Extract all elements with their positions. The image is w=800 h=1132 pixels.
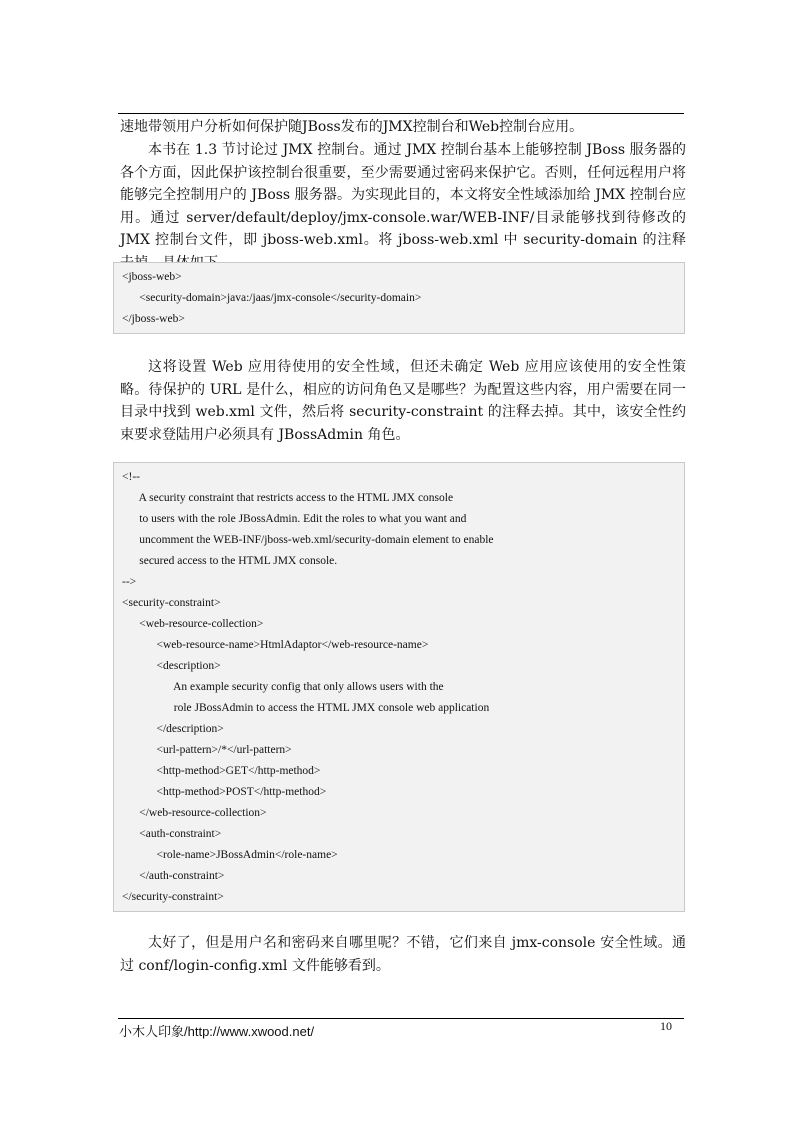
- paragraph-login-config: 太好了，但是用户名和密码来自哪里呢？不错，它们来自 jmx-console 安全性域。通过 conf/login-config.xml 文件能够看到。: [120, 935, 686, 974]
- code-line: <jboss-web>: [122, 271, 182, 283]
- code-line: <http-method>POST</http-method>: [122, 786, 327, 798]
- paragraph-security-policy: 这将设置 Web 应用待使用的安全性域，但还未确定 Web 应用应该使用的安全性策略。待保护的 URL 是什么，相应的访问角色又是哪些？为配置这些内容，用户需要在同一目录中找到 web.xml 文件，然后将 security-constraint 的注释去掉。其中，该安全性约束要求登陆用户必须具有 JBossAdmin 角色。: [120, 359, 686, 443]
- footer-rule: [118, 1018, 684, 1019]
- code-line: An example security config that only allows users with the: [122, 681, 444, 693]
- code-line: A security constraint that restricts access to the HTML JMX console: [122, 492, 454, 504]
- code-line: <web-resource-collection>: [122, 618, 264, 630]
- header-rule: [118, 113, 684, 114]
- code-line: </security-constraint>: [122, 891, 224, 903]
- code-line: to users with the role JBossAdmin. Edit the roles to what you want and: [122, 513, 467, 525]
- code-line: role JBossAdmin to access the HTML JMX console web application: [122, 702, 490, 714]
- code-line: <!--: [122, 471, 140, 483]
- code-line: <security-domain>java:/jaas/jmx-console</security-domain>: [122, 292, 422, 304]
- code-line: </jboss-web>: [122, 313, 185, 325]
- code-line: <web-resource-name>HtmlAdaptor</web-resource-name>: [122, 639, 429, 651]
- code-line: <url-pattern>/*</url-pattern>: [122, 744, 292, 756]
- code-line: <description>: [122, 660, 221, 672]
- code-line: -->: [122, 576, 137, 588]
- code-line: uncomment the WEB-INF/jboss-web.xml/security-domain element to enable: [122, 534, 494, 546]
- code-line: secured access to the HTML JMX console.: [122, 555, 338, 567]
- footer-site-link: 小木人印象/http://www.xwood.net/: [119, 1024, 315, 1039]
- code-line: </description>: [122, 723, 224, 735]
- paragraph-intro-continuation: 速地带领用户分析如何保护随JBoss发布的JMX控制台和Web控制台应用。: [120, 119, 584, 135]
- code-line: <role-name>JBossAdmin</role-name>: [122, 849, 338, 861]
- code-block-security-constraint: [113, 462, 685, 912]
- code-line: </auth-constraint>: [122, 870, 225, 882]
- paragraph-jmx-console: 本书在 1.3 节讨论过 JMX 控制台。通过 JMX 控制台基本上能够控制 JBoss 服务器的各个方面，因此保护该控制台很重要，至少需要通过密码来保护它。否则，任何远程用户将能够完全控制用户的 JBoss 服务器。为实现此目的，本文将安全性域添加给 JMX 控制台应用。通过 server/default/deploy/jmx-console.war/WEB-INF/目录能够找到待修改的 JMX 控制台文件，即 jboss-web.xml。将 jboss-web.xml 中 security-domain 的注释: [120, 142, 686, 249]
- code-line: <auth-constraint>: [122, 828, 222, 840]
- code-line: <http-method>GET</http-method>: [122, 765, 321, 777]
- code-block-jboss-web: [113, 262, 685, 334]
- code-line: <security-constraint>: [122, 597, 221, 609]
- code-line: </web-resource-collection>: [122, 807, 267, 819]
- page-number: 10: [660, 1019, 672, 1033]
